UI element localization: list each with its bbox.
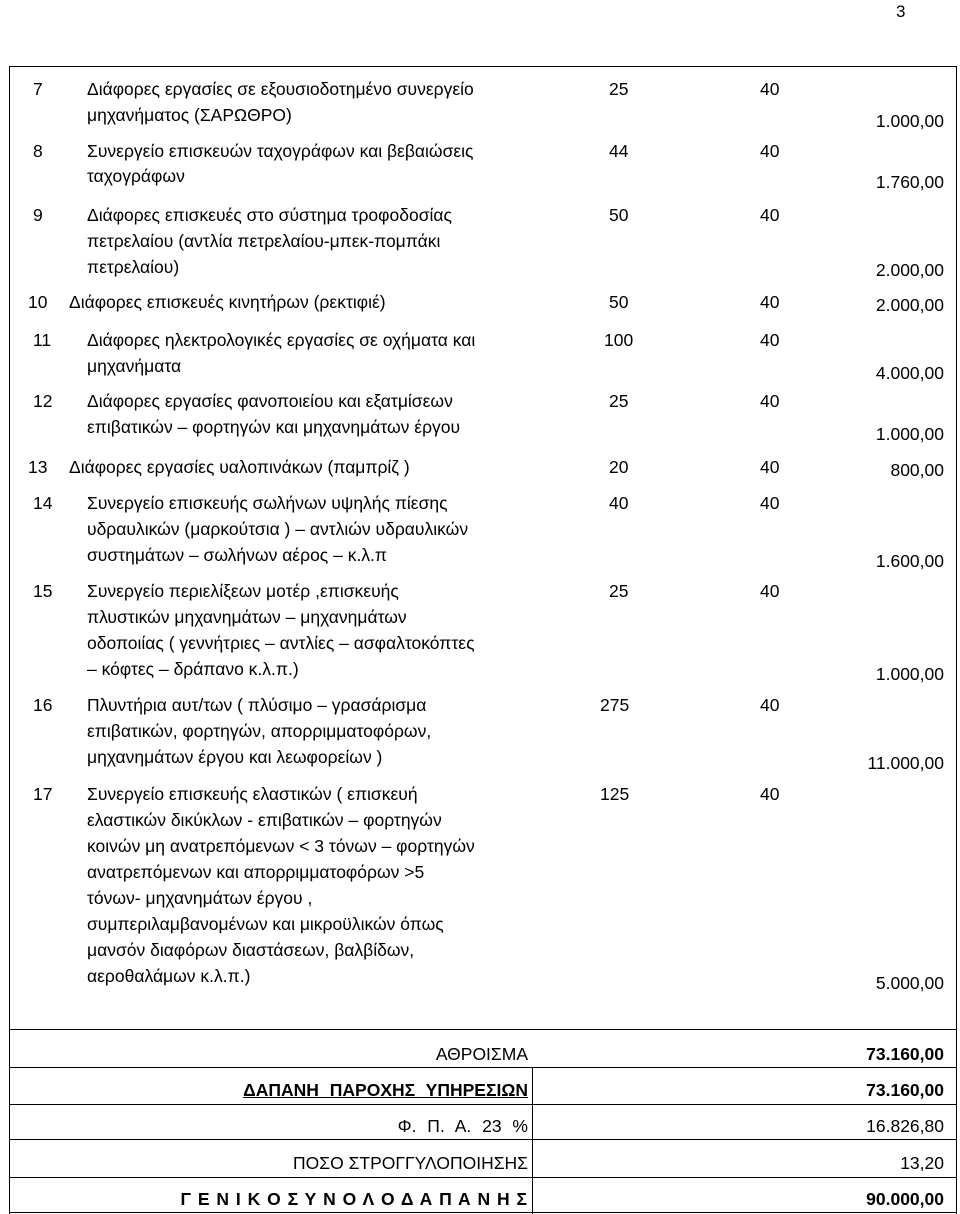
row-description-line: υδραυλικών (μαρκούτσια ) – αντλιών υδραυλικών [87,519,469,539]
row-amount: 1.000,00 [875,424,944,444]
row-number: 14 [33,493,53,513]
row-rate: 40 [760,784,780,804]
grand-total-label-text: Γ Ε Ν Ι Κ Ο Σ Υ Ν Ο Λ Ο Δ Α Π Α Ν Η Σ [180,1189,528,1209]
row-rate: 40 [760,391,780,411]
row-number: 9 [33,205,43,225]
row-rate: 40 [760,330,780,350]
row-description-line: πλυστικών μηχανημάτων – μηχανημάτων [87,607,407,627]
row-amount: 1.600,00 [875,551,944,571]
row-quantity: 275 [600,695,630,715]
row-description-line: Πλυντήρια αυτ/των ( πλύσιμο – γρασάρισμα [87,695,427,715]
row-description-line: Συνεργείο επισκευής ελαστικών ( επισκευή [87,784,418,804]
grand-total-label [180,1187,528,1211]
row-description-line: Συνεργείο περιελίξεων μοτέρ ,επισκευής [87,581,399,601]
row-quantity: 100 [604,330,634,350]
row-description-line: μηχανήματος (ΣΑΡΩΘΡΟ) [87,105,292,125]
row-number: 11 [33,330,52,350]
row-number: 17 [33,784,53,804]
row-rate: 40 [760,581,780,601]
service-cost-label: ΔΑΠΑΝΗ ΠΑΡΟΧΗΣ ΥΠΗΡΕΣΙΩΝ [243,1080,528,1100]
rounding-value: 13,20 [900,1153,944,1173]
row-amount: 2.000,00 [875,260,944,280]
row-quantity: 20 [609,457,629,477]
row-description-line: Διάφορες επισκευές κινητήρων (ρεκτιφιέ) [69,292,386,312]
vat-value: 16.826,80 [866,1116,944,1136]
row-amount: 11.000,00 [867,753,944,773]
table-right-border [956,66,957,1214]
row-description-line: μηχανημάτων έργου και λεωφορείων ) [87,747,383,767]
row-amount: 1.000,00 [875,111,944,131]
row-quantity: 25 [609,391,629,411]
row-description-line: μηχανήματα [87,356,182,376]
row-number: 8 [33,141,43,161]
row-amount: 5.000,00 [875,973,944,993]
row-description-line: Διάφορες επισκευές στο σύστημα τροφοδοσίας [87,205,452,225]
row-description-line: τόνων- μηχανημάτων έργου , [87,888,313,908]
row-description-line: πετρελαίου) [87,257,180,277]
row-rate: 40 [760,79,780,99]
totals-left-border [9,1029,10,1214]
row-description-line: Διάφορες ηλεκτρολογικές εργασίες σε οχήματα και [87,330,476,350]
row-description-line: ελαστικών δικύκλων - επιβατικών – φορτηγών [87,810,442,830]
row-description-line: Συνεργείο επισκευών ταχογράφων και βεβαιώσεις [87,141,474,161]
row-quantity: 40 [609,493,629,513]
row-description-line: – κόφτες – δράπανο κ.λ.π.) [87,659,299,679]
row-description-line: Διάφορες εργασίες υαλοπινάκων (παμπρίζ ) [69,457,410,477]
table-body-bottom [9,1029,957,1030]
row-number: 13 [28,457,48,477]
row-description-line: συμπεριλαμβανομένων και μικροϋλικών όπως [87,914,444,934]
grand-total-value: 90.000,00 [866,1189,944,1209]
row-rate: 40 [760,493,780,513]
row-number: 15 [33,581,53,601]
row-description-line: επιβατικών – φορτηγών και μηχανημάτων έργου [87,417,461,437]
row-description-line: ταχογράφων [87,166,185,186]
row-description-line: επιβατικών, φορτηγών, απορριμματοφόρων, [87,721,432,741]
totals-line-3 [9,1139,957,1140]
vat-label: Φ. Π. Α. 23 % [397,1116,528,1136]
sum-value: 73.160,00 [866,1044,944,1064]
row-description-line: συστημάτων – σωλήνων αέρος – κ.λ.π [87,545,387,565]
totals-line-4 [9,1177,957,1178]
row-amount: 1.760,00 [875,172,944,192]
row-description-line: πετρελαίου (αντλία πετρελαίου-μπεκ-πομπάκι [87,231,441,251]
row-rate: 40 [760,292,780,312]
row-rate: 40 [760,205,780,225]
totals-line-1 [9,1067,957,1068]
row-description-line: μανσόν διαφόρων διαστάσεων, βαλβίδων, [87,940,415,960]
row-quantity: 50 [609,292,629,312]
row-number: 12 [33,391,53,411]
rounding-label: ΠΟΣΟ ΣΤΡΟΓΓΥΛΟΠΟΙΗΣΗΣ [293,1153,528,1173]
row-description-line: αεροθαλάμων κ.λ.π.) [87,966,251,986]
totals-divider [532,1067,533,1214]
row-rate: 40 [760,141,780,161]
row-description-line: κοινών μη ανατρεπόμενων < 3 τόνων – φορτηγών [87,836,475,856]
row-number: 16 [33,695,53,715]
row-quantity: 25 [609,79,629,99]
row-description-line: Διάφορες εργασίες φανοποιείου και εξατμίσεων [87,391,453,411]
row-quantity: 25 [609,581,629,601]
row-description-line: Συνεργείο επισκευής σωλήνων υψηλής πίεσης [87,493,448,513]
row-quantity: 50 [609,205,629,225]
row-amount: 4.000,00 [875,363,944,383]
row-number: 10 [28,292,48,312]
row-description-line: ανατρεπόμενων και απορριμματοφόρων >5 [87,862,425,882]
page-number: 3 [896,2,906,21]
totals-line-2 [9,1104,957,1105]
row-amount: 2.000,00 [875,295,944,315]
row-description-line: οδοποιίας ( γεννήτριες – αντλίες – ασφαλτοκόπτες [87,633,475,653]
table-left-border [9,66,10,1030]
table-top-border [9,66,957,67]
row-number: 7 [33,79,43,99]
totals-bottom [9,1212,957,1213]
row-amount: 1.000,00 [875,664,944,684]
row-quantity: 125 [600,784,630,804]
row-rate: 40 [760,695,780,715]
row-amount: 800,00 [890,460,944,480]
row-rate: 40 [760,457,780,477]
row-description-line: Διάφορες εργασίες σε εξουσιοδοτημένο συνεργείο [87,79,474,99]
sum-label: ΑΘΡΟΙΣΜΑ [435,1044,528,1064]
service-cost-value: 73.160,00 [866,1080,944,1100]
row-quantity: 44 [609,141,629,161]
